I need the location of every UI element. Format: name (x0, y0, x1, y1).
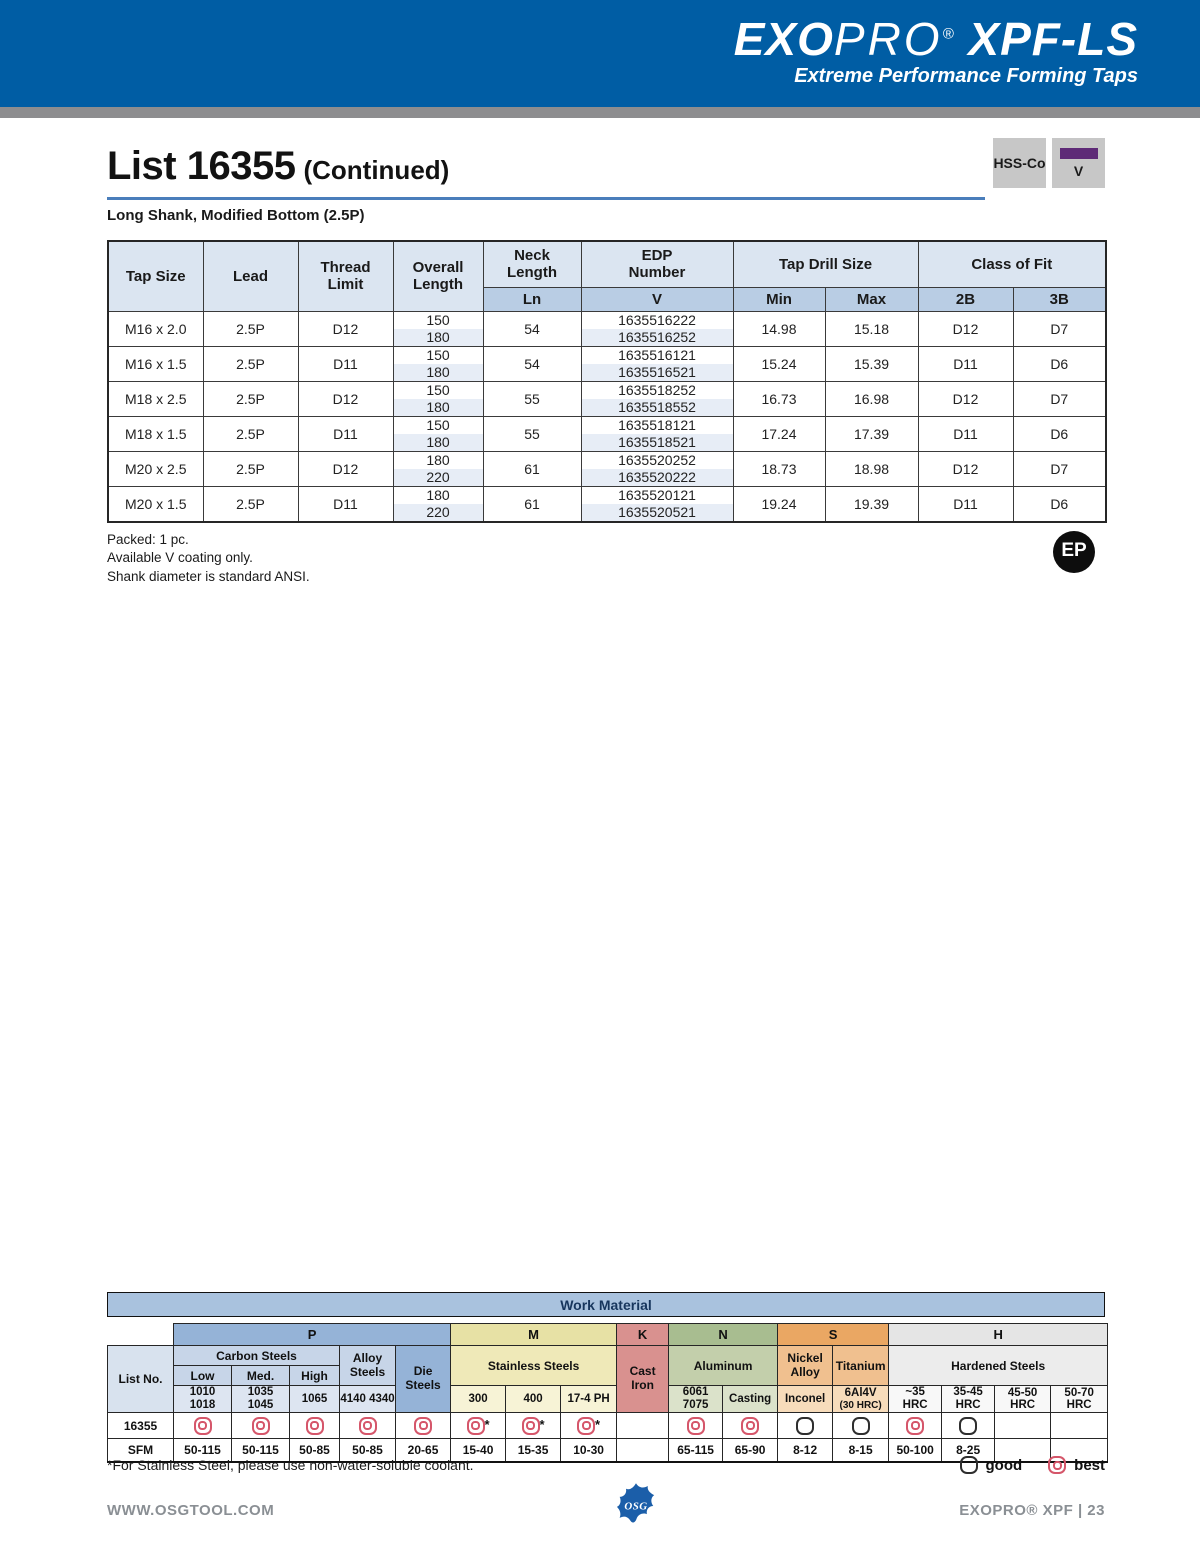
rating-symbol (634, 1417, 652, 1435)
label-line: Iron (631, 1378, 654, 1393)
edp-cell (581, 451, 733, 486)
sfm-cell: 8-25 (942, 1439, 995, 1462)
edp-line: 1635520521 (582, 504, 733, 521)
max-cell: 19.39 (825, 486, 918, 522)
max-cell: 15.39 (825, 346, 918, 381)
cast-iron-header (617, 1346, 669, 1413)
fit-2b-cell: D11 (918, 486, 1013, 522)
overall-length-cell (393, 381, 483, 416)
good-symbol-icon (960, 1456, 978, 1474)
overall-length-cell (393, 416, 483, 451)
rating-symbol (359, 1417, 377, 1435)
best-symbol-icon (1048, 1456, 1066, 1474)
max-cell: 15.18 (825, 311, 918, 346)
sfm-cell: 50-100 (889, 1439, 942, 1462)
lead-cell: 2.5P (203, 416, 298, 451)
spec-row (108, 311, 1106, 346)
grade-line: 1045 (247, 1399, 274, 1412)
thread-limit-cell: D11 (298, 486, 393, 522)
rating-cell (1051, 1413, 1108, 1439)
col-edp-number (581, 241, 733, 287)
grade-line: 7075 (682, 1399, 709, 1412)
sfm-cell: 50-85 (290, 1439, 340, 1462)
label-line: Die (413, 1364, 433, 1379)
fit-2b-cell: D12 (918, 381, 1013, 416)
grade-line: (30 HRC) (839, 1400, 882, 1412)
lead-cell: 2.5P (203, 486, 298, 522)
col-thread-limit (298, 241, 393, 311)
grade-line: 1018 (189, 1399, 216, 1412)
edp-line: 1635518252 (618, 381, 696, 398)
sfm-cell: 15-40 (451, 1439, 506, 1462)
alloy-steels-header (340, 1346, 396, 1386)
grade-cell: 45-50 HRC (995, 1386, 1051, 1413)
tap-size-cell: M18 x 1.5 (108, 416, 203, 451)
col-line: Thread (320, 259, 371, 276)
fit-3b-cell: D6 (1013, 346, 1106, 381)
rating-cell (232, 1413, 290, 1439)
title-row (107, 144, 1105, 200)
neck-length-cell: 54 (483, 311, 581, 346)
thread-limit-cell: D11 (298, 346, 393, 381)
max-cell: 17.39 (825, 416, 918, 451)
length-line: 180 (394, 399, 483, 416)
spec-row (108, 346, 1106, 381)
rating-cell (451, 1413, 506, 1439)
coolant-star: * (595, 1416, 601, 1432)
length-line: 150 (426, 381, 450, 398)
tap-size-cell: M16 x 1.5 (108, 346, 203, 381)
grade-cell: 400 (506, 1386, 561, 1413)
length-line: 180 (426, 451, 450, 468)
neck-length-cell: 54 (483, 346, 581, 381)
edp-cell (581, 486, 733, 522)
fit-2b-cell: D11 (918, 416, 1013, 451)
carbon-low-header: Low (174, 1366, 232, 1386)
logo-model: XPF-LS (954, 13, 1138, 65)
edp-line: 1635520121 (618, 486, 696, 503)
legend-best (1048, 1456, 1105, 1474)
col-ln: Ln (483, 287, 581, 311)
rating-symbol (1070, 1417, 1088, 1435)
logo-exo: EXO (733, 13, 834, 65)
label-line: Steels (405, 1378, 441, 1393)
label-line: Alloy (790, 1364, 820, 1379)
col-overall-length (393, 241, 483, 311)
brand-logo (733, 13, 1138, 88)
coolant-footnote: *For Stainless Steel, please use non-water-soluble coolant. (107, 1457, 474, 1473)
note-line: Packed: 1 pc. (107, 531, 189, 547)
grade-cell: Inconel (778, 1386, 833, 1413)
edp-line: 1635516222 (618, 311, 696, 328)
col-line: Overall (412, 259, 464, 276)
col-tap-drill-size: Tap Drill Size (733, 241, 918, 287)
rating-symbol (687, 1417, 705, 1435)
die-steels-header (396, 1346, 451, 1413)
grade-cell: 1065 (290, 1386, 340, 1413)
rating-symbol (1014, 1417, 1032, 1435)
rating-cell (889, 1413, 942, 1439)
grade-line: HRC (902, 1399, 928, 1412)
col-3b: 3B (1013, 287, 1106, 311)
titanium-header: Titanium (833, 1346, 889, 1386)
group-m: M (451, 1324, 617, 1346)
edp-line: 1635518521 (582, 434, 733, 451)
coating-label: V (1073, 162, 1084, 179)
label-line: Alloy (352, 1350, 383, 1365)
osg-logo-icon (616, 1482, 656, 1534)
rating-symbol (414, 1417, 432, 1435)
title-underline (107, 197, 985, 200)
col-line: Limit (327, 276, 364, 294)
note-line: Shank diameter is standard ANSI. (107, 569, 310, 585)
work-material-title: Work Material (107, 1292, 1105, 1317)
page-ref: EXOPRO® XPF | 23 (959, 1502, 1105, 1519)
length-line: 150 (426, 346, 450, 363)
length-line: 220 (394, 469, 483, 486)
grade-line: 1010 (189, 1386, 216, 1398)
min-cell: 18.73 (733, 451, 825, 486)
length-line: 150 (426, 311, 450, 328)
edp-line: 1635516252 (582, 329, 733, 346)
min-cell: 17.24 (733, 416, 825, 451)
fit-3b-cell: D7 (1013, 311, 1106, 346)
rating-cell (617, 1413, 669, 1439)
wm-rating-row (108, 1413, 1108, 1439)
tap-size-cell: M16 x 2.0 (108, 311, 203, 346)
rating-cell (396, 1413, 451, 1439)
label-line: Cast (629, 1364, 656, 1379)
length-line: 180 (426, 486, 450, 503)
group-s: S (778, 1324, 889, 1346)
spec-row (108, 486, 1106, 522)
grade-line: 35-45 (953, 1386, 983, 1398)
col-neck-length (483, 241, 581, 287)
grade-cell (889, 1386, 942, 1413)
footnote-legend-row (107, 1456, 1105, 1474)
length-line: 180 (394, 329, 483, 346)
overall-length-cell (393, 451, 483, 486)
neck-length-cell: 61 (483, 451, 581, 486)
sfm-cell: 50-85 (340, 1439, 396, 1462)
hardened-steels-header: Hardened Steels (889, 1346, 1108, 1386)
group-h: H (889, 1324, 1108, 1346)
logo-pro: PRO (833, 13, 943, 65)
wm-grade-row (108, 1386, 1108, 1413)
rating-cell (669, 1413, 723, 1439)
sfm-cell: 8-12 (778, 1439, 833, 1462)
edp-line: 1635518552 (582, 399, 733, 416)
label-line: Steels (349, 1364, 386, 1379)
rating-symbol (522, 1417, 540, 1435)
rating-cell (723, 1413, 778, 1439)
rating-cell (833, 1413, 889, 1439)
spec-row (108, 416, 1106, 451)
thread-limit-cell: D12 (298, 311, 393, 346)
edp-cell (581, 416, 733, 451)
notes-block (107, 531, 1105, 588)
rating-cell (290, 1413, 340, 1439)
thread-limit-cell: D12 (298, 451, 393, 486)
lead-cell: 2.5P (203, 381, 298, 416)
rating-legend (960, 1456, 1106, 1474)
length-line: 180 (394, 364, 483, 381)
svg-text:OSG: OSG (624, 1500, 648, 1513)
fit-2b-cell: D12 (918, 451, 1013, 486)
rating-cell (506, 1413, 561, 1439)
rating-symbol (852, 1417, 870, 1435)
rating-cell (561, 1413, 617, 1439)
edp-line: 1635518121 (618, 416, 696, 433)
grade-cell: Casting (723, 1386, 778, 1413)
thread-limit-cell: D11 (298, 416, 393, 451)
edp-line: 1635520222 (582, 469, 733, 486)
page-title-suffix: (Continued) (303, 155, 450, 185)
col-line: Neck (514, 247, 550, 264)
label-line: Nickel (787, 1350, 823, 1365)
wm-group-row (108, 1324, 1108, 1346)
grade-cell (174, 1386, 232, 1413)
tap-size-cell: M20 x 1.5 (108, 486, 203, 522)
rating-cell (174, 1413, 232, 1439)
sfm-label: SFM (108, 1439, 174, 1462)
fit-2b-cell: D12 (918, 311, 1013, 346)
edp-cell (581, 381, 733, 416)
spec-row (108, 381, 1106, 416)
banner-divider (0, 107, 1200, 118)
grade-cell: 4140 4340 (340, 1386, 396, 1413)
sfm-cell: 15-35 (506, 1439, 561, 1462)
list-no-value: 16355 (108, 1413, 174, 1439)
length-line: 220 (394, 504, 483, 521)
max-cell: 18.98 (825, 451, 918, 486)
neck-length-cell: 55 (483, 381, 581, 416)
material-badges (993, 138, 1105, 188)
neck-length-cell: 61 (483, 486, 581, 522)
coolant-star: * (484, 1416, 490, 1432)
fit-2b-cell: D11 (918, 346, 1013, 381)
edp-cell (581, 346, 733, 381)
coolant-star: * (539, 1416, 545, 1432)
length-line: 150 (426, 416, 450, 433)
note-line: Available V coating only. (107, 550, 253, 566)
max-cell: 16.98 (825, 381, 918, 416)
website-link[interactable]: WWW.OSGTOOL.COM (107, 1502, 275, 1519)
rating-symbol (959, 1417, 977, 1435)
rating-symbol (306, 1417, 324, 1435)
sfm-cell: 50-115 (232, 1439, 290, 1462)
lead-cell: 2.5P (203, 346, 298, 381)
col-line: Length (413, 276, 463, 294)
lead-cell: 2.5P (203, 311, 298, 346)
col-min: Min (733, 287, 825, 311)
coating-color-bar (1060, 148, 1098, 159)
work-material-section (107, 1292, 1105, 1463)
edp-line: 1635516121 (618, 346, 696, 363)
edp-cell (581, 311, 733, 346)
grade-cell (942, 1386, 995, 1413)
min-cell: 19.24 (733, 486, 825, 522)
length-line: 180 (394, 434, 483, 451)
stainless-steels-header: Stainless Steels (451, 1346, 617, 1386)
rating-symbol (577, 1417, 595, 1435)
rating-symbol (252, 1417, 270, 1435)
group-n: N (669, 1324, 778, 1346)
brand-tagline: Extreme Performance Forming Taps (794, 65, 1138, 87)
sfm-cell: 20-65 (396, 1439, 451, 1462)
rating-cell (340, 1413, 396, 1439)
page-content (0, 144, 1200, 587)
carbon-steels-header: Carbon Steels (174, 1346, 340, 1366)
rating-symbol (467, 1417, 485, 1435)
rating-symbol (194, 1417, 212, 1435)
legend-good-label: good (985, 1456, 1023, 1474)
grade-cell (232, 1386, 290, 1413)
fit-3b-cell: D7 (1013, 381, 1106, 416)
thread-limit-cell: D12 (298, 381, 393, 416)
col-class-of-fit: Class of Fit (918, 241, 1106, 287)
overall-length-cell (393, 311, 483, 346)
group-k: K (617, 1324, 669, 1346)
col-max: Max (825, 287, 918, 311)
brand-banner (0, 0, 1200, 107)
legend-good (960, 1456, 1023, 1474)
edp-line: 1635520252 (618, 451, 696, 468)
col-lead: Lead (203, 241, 298, 311)
grade-line: HRC (955, 1399, 981, 1412)
nickel-alloy-header (778, 1346, 833, 1386)
wm-corner-spacer (108, 1324, 174, 1346)
aluminum-header: Aluminum (669, 1346, 778, 1386)
spec-header-row (108, 241, 1106, 287)
fit-3b-cell: D6 (1013, 416, 1106, 451)
col-line: Number (628, 264, 686, 282)
grade-cell: 17-4 PH (561, 1386, 617, 1413)
rating-cell (995, 1413, 1051, 1439)
grade-cell: 50-70 HRC (1051, 1386, 1108, 1413)
col-2b: 2B (918, 287, 1013, 311)
sfm-cell: 10-30 (561, 1439, 617, 1462)
grade-line: 6Al4V (844, 1386, 877, 1399)
col-tap-size: Tap Size (108, 241, 203, 311)
page-title: List 16355 (107, 144, 296, 188)
tap-size-cell: M18 x 2.5 (108, 381, 203, 416)
carbon-high-header: High (290, 1366, 340, 1386)
rating-symbol (796, 1417, 814, 1435)
min-cell: 15.24 (733, 346, 825, 381)
v-coating-badge (1052, 138, 1105, 188)
overall-length-cell (393, 346, 483, 381)
carbon-med-header: Med. (232, 1366, 290, 1386)
grade-line: ~35 (905, 1386, 925, 1398)
list-no-header: List No. (108, 1346, 174, 1413)
sfm-cell: 50-115 (174, 1439, 232, 1462)
tap-size-cell: M20 x 2.5 (108, 451, 203, 486)
rating-symbol (906, 1417, 924, 1435)
grade-cell (669, 1386, 723, 1413)
wm-category-row (108, 1346, 1108, 1366)
page-footer (0, 1496, 1200, 1519)
neck-length-cell: 55 (483, 416, 581, 451)
grade-line: 1035 (247, 1386, 274, 1398)
fit-3b-cell: D6 (1013, 486, 1106, 522)
legend-best-label: best (1074, 1456, 1105, 1474)
work-material-table (107, 1323, 1108, 1463)
col-v: V (581, 287, 733, 311)
brand-logo-text (733, 13, 1138, 65)
hss-co-badge: HSS-Co (993, 138, 1046, 188)
spec-table (107, 240, 1107, 523)
page-subtitle: Long Shank, Modified Bottom (2.5P) (107, 207, 365, 224)
lead-cell: 2.5P (203, 451, 298, 486)
rating-cell (778, 1413, 833, 1439)
edp-line: 1635516521 (582, 364, 733, 381)
ep-badge: EP (1053, 531, 1095, 573)
overall-length-cell (393, 486, 483, 522)
fit-3b-cell: D7 (1013, 451, 1106, 486)
registered-mark: ® (942, 25, 955, 43)
spec-row (108, 451, 1106, 486)
sfm-cell: 65-115 (669, 1439, 723, 1462)
min-cell: 14.98 (733, 311, 825, 346)
col-line: Length (507, 264, 557, 282)
rating-cell (942, 1413, 995, 1439)
grade-cell: 300 (451, 1386, 506, 1413)
sfm-cell: 8-15 (833, 1439, 889, 1462)
col-line: EDP (641, 247, 673, 264)
min-cell: 16.73 (733, 381, 825, 416)
group-p: P (174, 1324, 451, 1346)
rating-symbol (741, 1417, 759, 1435)
grade-cell (833, 1386, 889, 1413)
grade-line: 6061 (682, 1386, 709, 1398)
sfm-cell: 65-90 (723, 1439, 778, 1462)
